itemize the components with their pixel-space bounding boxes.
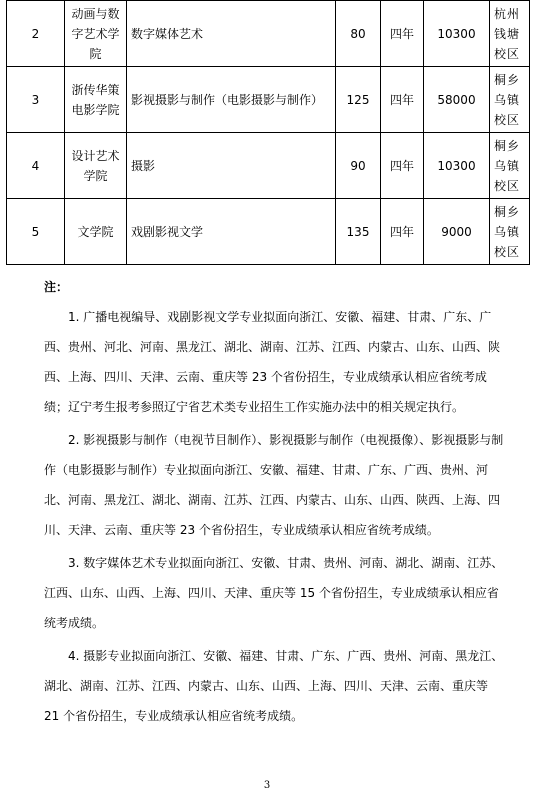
major-name: 戏剧影视文学 [127,199,336,265]
note-paragraph: 1. 广播电视编导、戏剧影视文学专业拟面向浙江、安徽、福建、甘肃、广东、广西、贵州、河北、河南、黑龙江、湖北、湖南、江苏、江西、内蒙古、山东、山西、陕西、上海、四川、天津、云南、重庆等 23 个省份招生，专业成绩承认相应省统考成绩；辽宁考生报考参照辽宁省艺术类专业招生工作实施办法中的相关规定执行。 [44,310,501,414]
school-name: 设计艺术学院 [65,133,127,199]
enrollment-count: 90 [336,133,381,199]
campus-name: 桐乡乌镇校区 [490,133,530,199]
campus-name: 桐乡乌镇校区 [490,67,530,133]
notes-section [44,272,504,734]
tuition-fee: 10300 [424,1,490,67]
tuition-fee: 9000 [424,199,490,265]
enrollment-count: 135 [336,199,381,265]
note-paragraph: 4. 摄影专业拟面向浙江、安徽、福建、甘肃、广东、广西、贵州、河南、黑龙江、湖北、湖南、江苏、江西、内蒙古、山东、山西、上海、四川、天津、云南、重庆等 21 个省份招生，专业成绩承认相应省统考成绩。 [44,649,504,723]
table-row [7,67,530,133]
table-row [7,199,530,265]
major-name: 影视摄影与制作（电影摄影与制作） [127,67,336,133]
row-number: 5 [7,199,65,265]
tuition-fee: 58000 [424,67,490,133]
study-years: 四年 [381,199,424,265]
study-years: 四年 [381,67,424,133]
campus-name: 桐乡乌镇校区 [490,199,530,265]
school-name: 浙传华策电影学院 [65,67,127,133]
tuition-fee: 10300 [424,133,490,199]
enrollment-count: 80 [336,1,381,67]
note-paragraph: 2. 影视摄影与制作（电视节目制作）、影视摄影与制作（电视摄像）、影视摄影与制作（电影摄影与制作）专业拟面向浙江、安徽、福建、甘肃、广东、广西、贵州、河北、河南、黑龙江、湖北、湖南、江苏、江西、内蒙古、山东、山西、陕西、上海、四川、天津、云南、重庆等 23 个省份招生，专业成绩承认相应省统考成绩。 [44,433,504,537]
major-name: 摄影 [127,133,336,199]
table-row [7,1,530,67]
enrollment-count: 125 [336,67,381,133]
study-years: 四年 [381,133,424,199]
row-number: 4 [7,133,65,199]
school-name: 文学院 [65,199,127,265]
school-name: 动画与数字艺术学院 [65,1,127,67]
enrollment-table [6,0,530,265]
row-number: 2 [7,1,65,67]
major-name: 数字媒体艺术 [127,1,336,67]
row-number: 3 [7,67,65,133]
campus-name: 杭州钱塘校区 [490,1,530,67]
note-paragraph: 3. 数字媒体艺术专业拟面向浙江、安徽、甘肃、贵州、河南、湖北、湖南、江苏、江西、山东、山西、上海、四川、天津、重庆等 15 个省份招生，专业成绩承认相应省统考成绩。 [44,556,504,630]
table-row [7,133,530,199]
notes-title: 注： [44,280,69,294]
page-number: 3 [263,780,271,791]
study-years: 四年 [381,1,424,67]
